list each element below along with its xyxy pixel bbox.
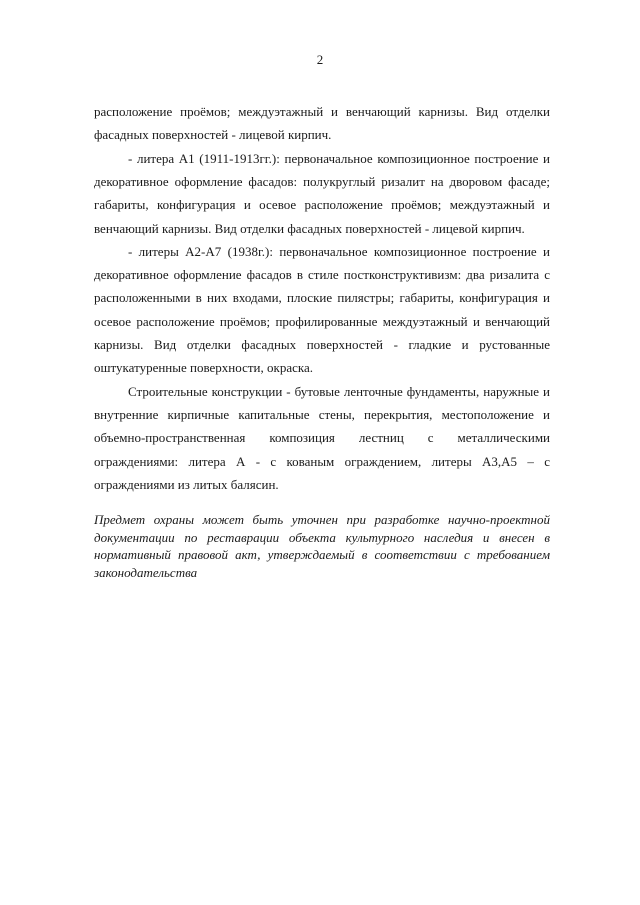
paragraph-litera-a2-a7 [94,240,550,379]
paragraph-intro-continuation [94,100,550,146]
page-number: 2 [316,52,324,67]
paragraph-litera-a1 [94,147,550,240]
paragraph-text: - литеры А2-А7 (1938г.): первоначальное композиционное построение и декоративное оформление фасадов в стиле постконструктивизм: два ризалита с расположенными в них входами, плоские пилястры; габариты, конфигурация и осевое расположение проёмов; профилированные междуэтажный и венчающий карнизы. Вид отделки фасадных поверхностей - гладкие и рустованные оштукатуренные поверхности, окраска. [94,244,550,376]
paragraph-structures [94,380,550,496]
italic-note: Предмет охраны может быть уточнен при разработке научно-проектной документации по реставрации объекта культурного наследия и внесен в нормативный правовой акт, утверждаемый в соответствии с требованием законодательства [94,512,550,580]
paragraph-text: - литера А1 (1911-1913гг.): первоначальное композиционное построение и декоративное оформление фасадов: полукруглый ризалит на дворовом фасаде; габариты, конфигурация и осевое расположение проёмов; междуэтажный и венчающий карнизы. Вид отделки фасадных поверхностей - лицевой кирпич. [94,151,550,236]
paragraph-text: расположение проёмов; междуэтажный и венчающий карнизы. Вид отделки фасадных поверхностей - лицевой кирпич. [94,104,550,143]
paragraph-text: Строительные конструкции - бутовые ленточные фундаменты, наружные и внутренние кирпичные капитальные стены, перекрытия, местоположение и объемно-пространственная композиция лестниц с металлическими ограждениями: литера А - с кованым ограждением, литеры А3,А5 – с ограждениями из литых балясин. [94,384,550,492]
